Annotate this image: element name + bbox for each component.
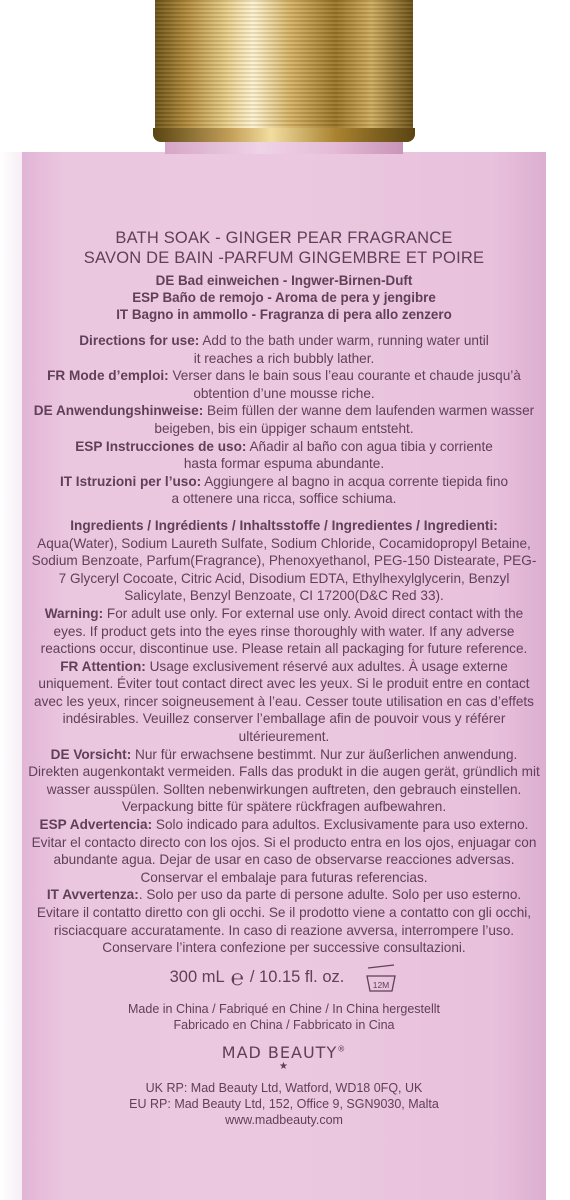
made-in: Made in China / Fabriqué en Chine / In China hergestellt [128,1001,440,1016]
directions-en: Directions for use: Add to the bath under warm, running water until it reaches a rich bubbly lather. [79,333,489,366]
background-edge [0,152,22,1200]
directions-de: DE Anwendungshinweise: Beim füllen der wanne dem laufenden warmen wasser beigeben, bis ein üppiger schaum entsteht. [33,403,535,436]
brand-reg: ® [337,1044,347,1054]
pao-jar-icon [364,963,398,993]
website: www.madbeauty.com [225,1112,343,1127]
ingredients-label: Ingredients / Ingrédients / Inhaltsstoffe / Ingredientes / Ingredienti: [70,517,498,533]
volume-oz: / 10.15 fl. oz. [249,968,345,987]
eu-rp: EU RP: Mad Beauty Ltd, 152, Office 9, SGN9030, Malta [129,1096,439,1111]
brand-logo [22,1043,546,1072]
warning-en: Warning: For adult use only. For external use only. Avoid direct contact with the eyes. If product gets into the eyes rinse thoroughly with water. If any adverse reactions occur, discontinue use. Please retain all packaging for future reference. [40,605,528,657]
warning-fr: FR Attention: Usage exclusivement réservé aux adultes. À usage externe uniquement. Éviter tout contact direct avec les yeux. Si le produit entre en contact avec les yeux, rincer soigneusement à l’eau. Cesser toute utilisation en cas d’effets indésirables. Veuillez conserver l’emballage afin de pouvoir vous y référer ultérieurement. [34,658,534,745]
subtitle-it: IT Bagno in ammollo - Fragranza di pera allo zenzero [116,307,452,322]
ingredients [22,517,546,605]
estimated-sign-icon: ℮ [230,965,244,991]
warning-it: IT Avvertenza:. Solo per uso da parte di persone adulte. Solo per uso esterno. Evitare il contatto diretto con gli occhi. Se il prodotto viene a contatto con gli occhi, risciacquare accuratamente. In caso di reazione avversa, interrompere l’uso. Conservare l’intera confezione per successive consultazioni. [36,887,532,956]
warning-de: DE Vorsicht: Nur für erwachsene bestimmt. Nur zur äußerlichen anwendung. Direkten augenkontakt vermeiden. Falls das produkt in die augen gerät, gründlich mit wasser ausspülen. Sollten nebenwirkungen auftreten, den gebrauch einstellen. Verpackung bitte für spätere rückfragen aufbewahren. [28,746,540,815]
directions [22,332,546,508]
uk-rp: UK RP: Mad Beauty Ltd, Watford, WD18 0FQ, UK [145,1080,423,1095]
warning-esp: ESP Advertencia: Solo indicado para adultos. Exclusivamente para uso externo. Evitar el contacto directo con los ojos. Si el producto entra en los ojos, enjuagar con abundante agua. Dejar de usar en caso de observarse reacciones adversas. Conservar el embalaje para futuras referencias. [31,817,537,885]
label-text [22,228,546,1128]
directions-fr: FR Mode d’emploi: Verser dans le bain sous l’eau courante et chaude jusqu’à obtention d’une mousse riche. [47,368,521,401]
made-in-2: Fabricado en China / Fabbricato in Cina [173,1017,395,1032]
bottle-neck [165,140,403,154]
title-fr: SAVON DE BAIN -PARFUM GINGEMBRE ET POIRE [83,249,485,267]
volume-ml: 300 mL [169,968,225,987]
warnings [22,605,546,957]
ingredients-text: Aqua(Water), Sodium Laureth Sulfate, Sodium Chloride, Cocamidopropyl Betaine, Sodium Benzoate, Parfum(Fragrance), Phenoxyethanol, PEG-150 Distearate, PEG-7 Glyceryl Cocoate, Citric Acid, Disodium EDTA, Ethylhexylglycerin, Benzyl Salicylate, Benzyl Benzoate, CI 17200(D&C Red 33). [31,535,537,604]
title-en: BATH SOAK - GINGER PEAR FRAGRANCE [115,229,453,247]
star-icon: ★ [279,1060,289,1072]
volume-line [22,963,546,993]
subtitle-de: DE Bad einweichen - Ingwer-Birnen-Duft [155,273,413,288]
bottle-cap [155,0,413,142]
pao-label: 12M [373,979,390,990]
directions-it: IT Istruzioni per l’uso: Aggiungere al bagno in acqua corrente tiepida fino a ottenere una ricca, soffice schiuma. [59,473,509,507]
subtitle-esp: ESP Baño de remojo - Aroma de pera y jengibre [132,290,436,305]
directions-esp: ESP Instrucciones de uso: Añadir al baño con agua tibia y corriente hasta formar espuma abundante. [75,438,493,472]
brand-name: MAD BEAUTY [221,1042,338,1062]
